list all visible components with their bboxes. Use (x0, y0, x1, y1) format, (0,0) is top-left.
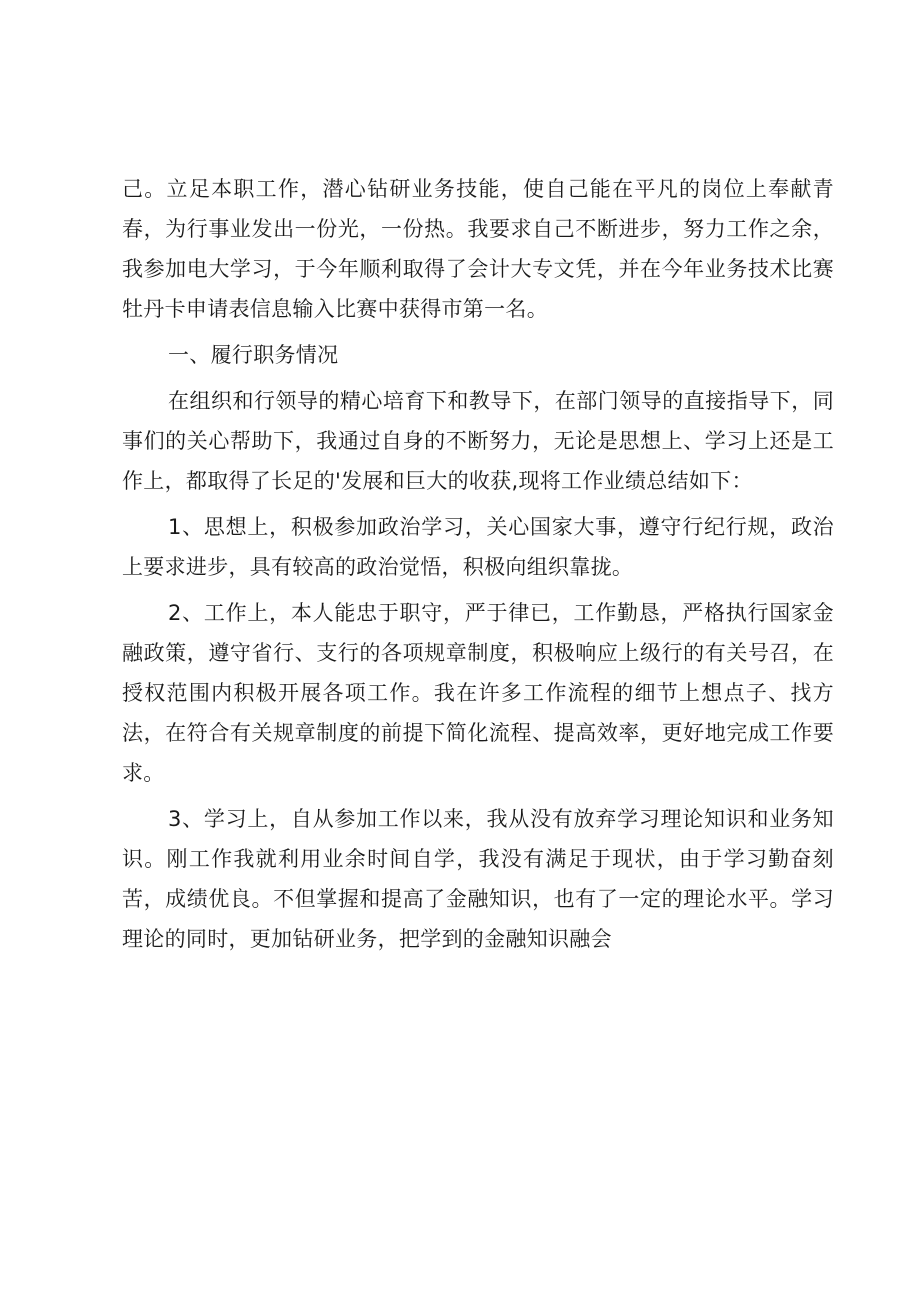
paragraph-item-1: 1、思想上，积极参加政治学习，关心国家大事，遵守行纪行规，政治上要求进步，具有较高的政治觉悟，积极向组织靠拢。 (122, 515, 834, 579)
paragraph-continuation: 己。立足本职工作，潜心钻研业务技能，使自己能在平凡的岗位上奉献青春，为行事业发出一份光，一份热。我要求自己不断进步，努力工作之余，我参加电大学习，于今年顺利取得了会计大专文凭，并在今年业务技术比赛牡丹卡申请表信息输入比赛中获得市第一名。 (122, 177, 834, 321)
paragraph-intro: 在组织和行领导的精心培育下和教导下，在部门领导的直接指导下，同事们的关心帮助下，我通过自身的不断努力，无论是思想上、学习上还是工作上，都取得了长足的'发展和巨大的收获,现将工作业绩总结如下： (122, 389, 834, 493)
document-body (122, 169, 834, 965)
paragraph-item-3: 3、学习上，自从参加工作以来，我从没有放弃学习理论知识和业务知识。刚工作我就利用业余时间自学，我没有满足于现状，由于学习勤奋刻苦，成绩优良。不但掌握和提高了金融知识，也有了一定的理论水平。学习理论的同时，更加钻研业务，把学到的金融知识融会 (122, 807, 834, 951)
section-heading: 一、履行职务情况 (168, 343, 339, 367)
paragraph-item-2: 2、工作上，本人能忠于职守，严于律已，工作勤恳，严格执行国家金融政策，遵守省行、支行的各项规章制度，积极响应上级行的有关号召，在授权范围内积极开展各项工作。我在许多工作流程的细节上想点子、找方法，在符合有关规章制度的前提下简化流程、提高效率，更好地完成工作要求。 (122, 601, 834, 785)
